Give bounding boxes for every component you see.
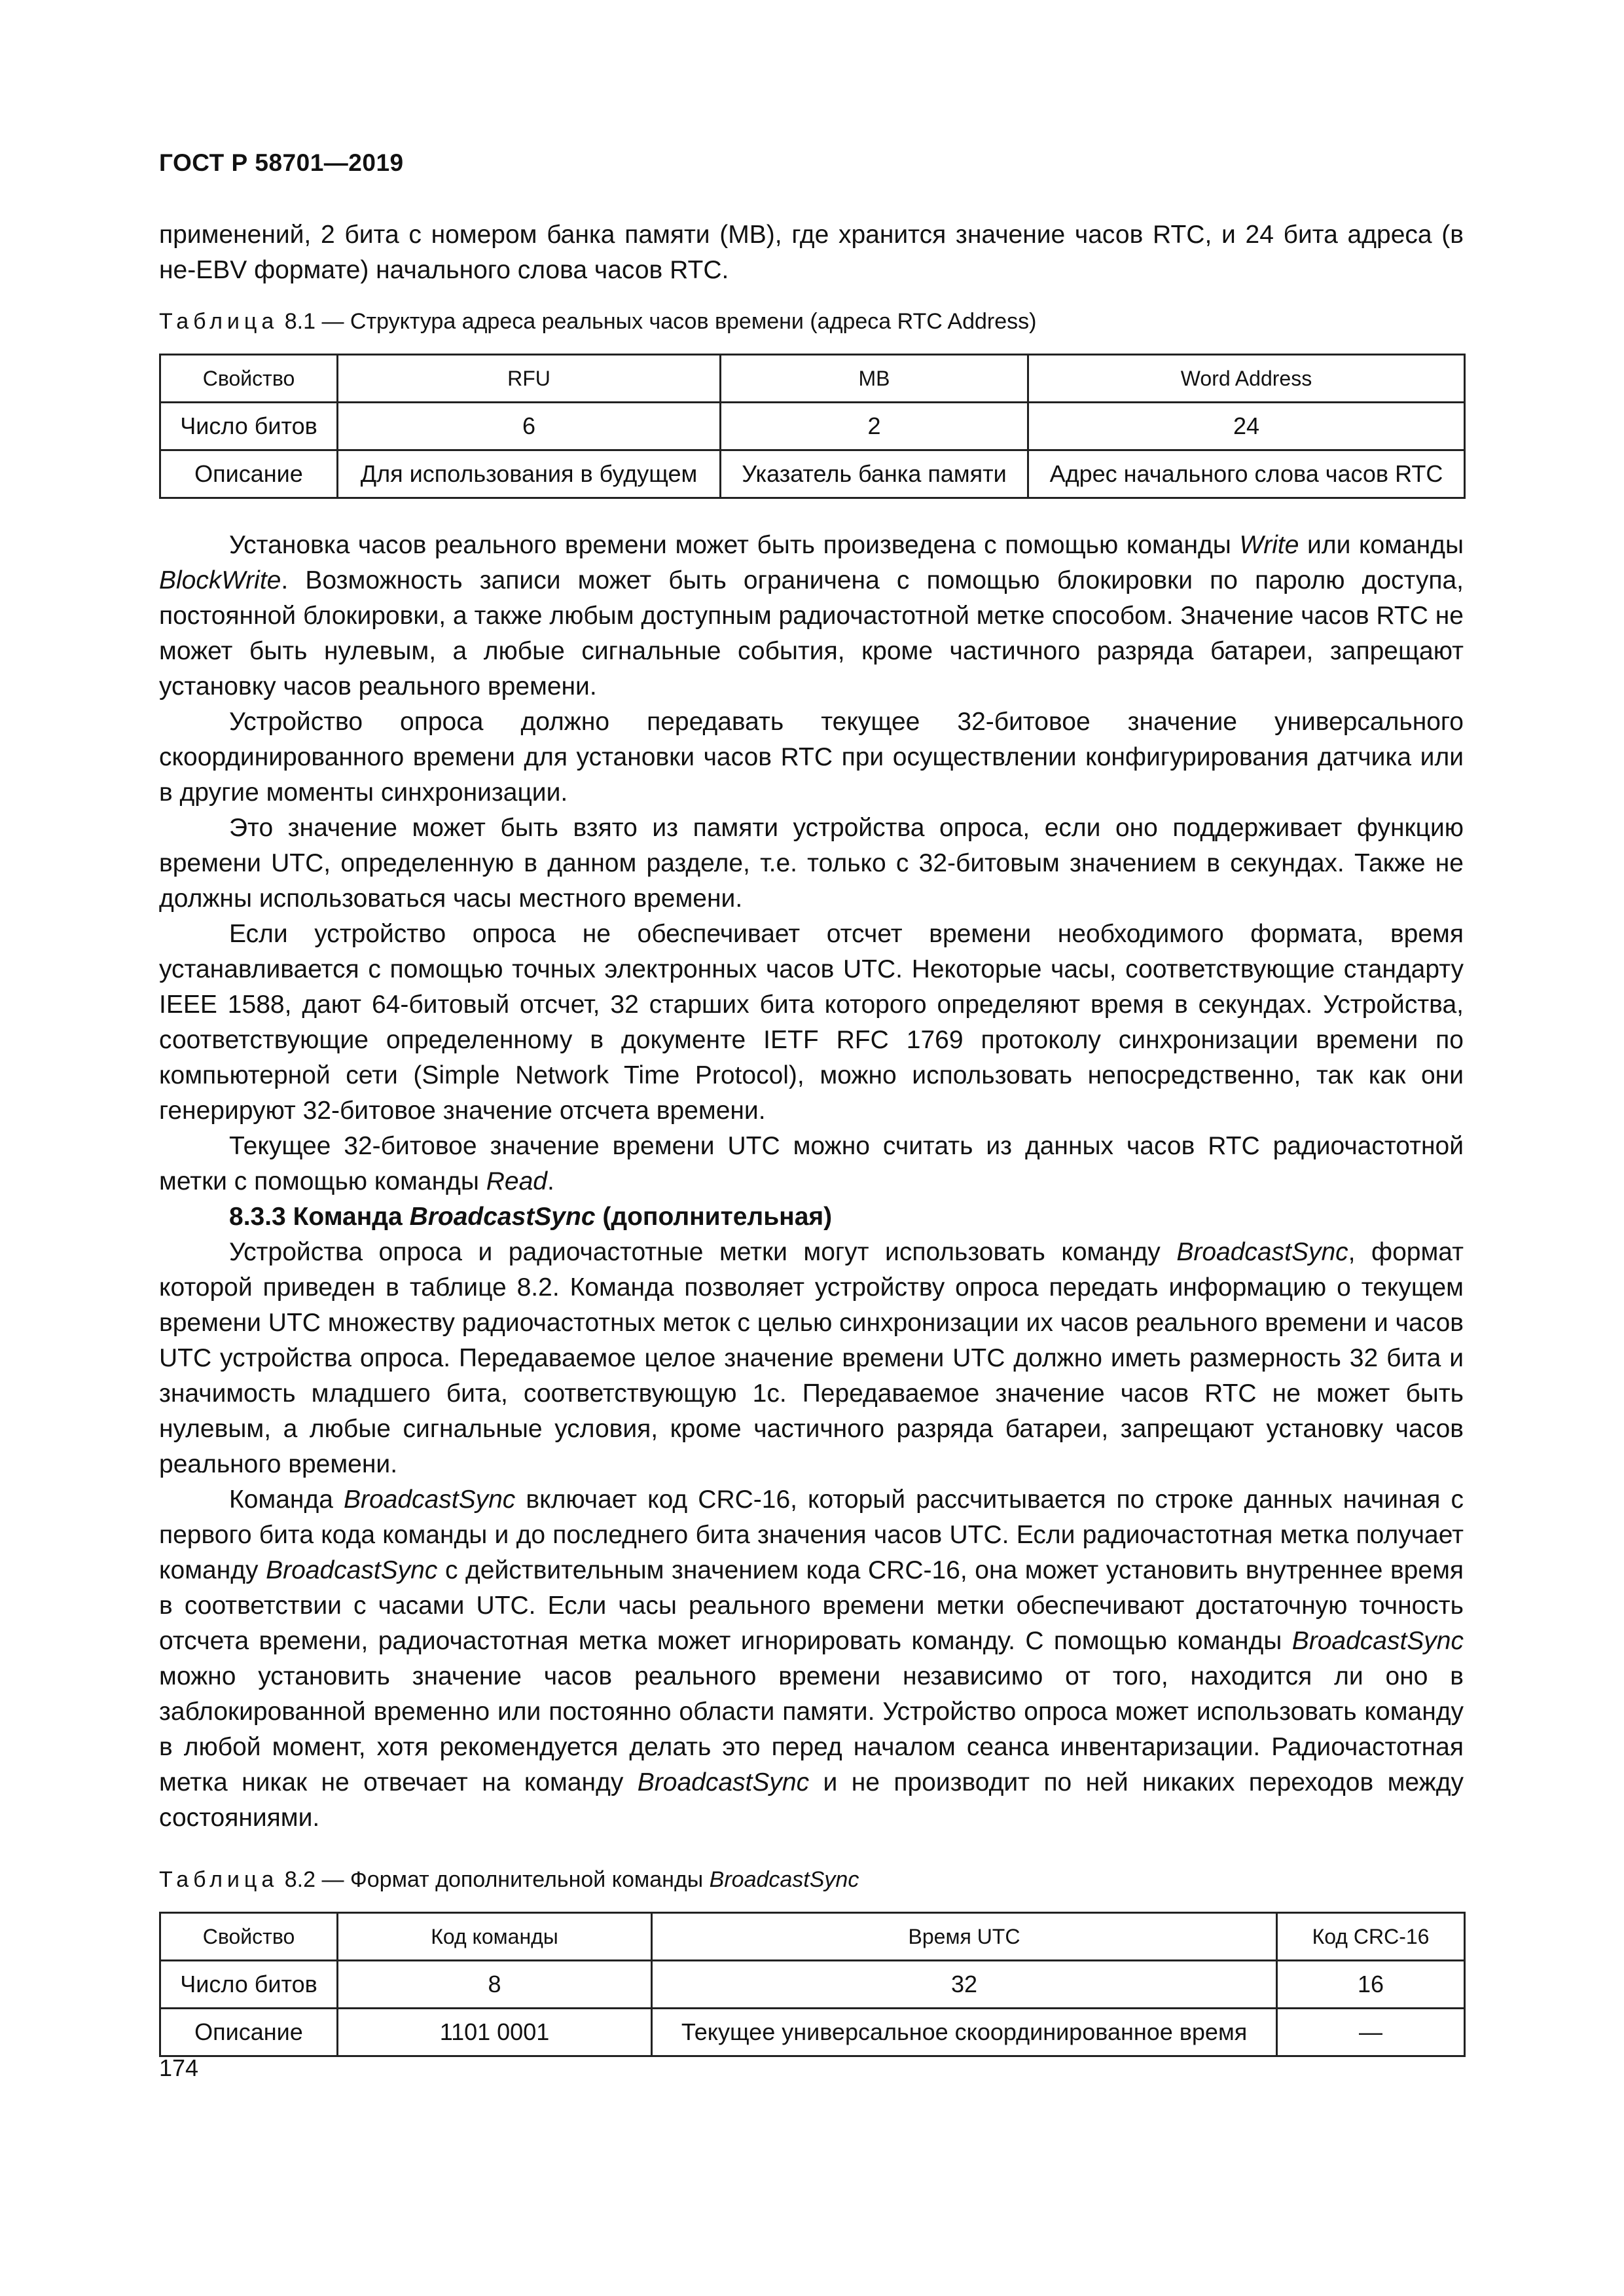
table-cell: Указатель банка памяти [721, 450, 1028, 498]
paragraph: Устройство опроса должно передавать текущее 32-битовое значение универсального скоординированного времени для установки часов RTC при осуществлении конфигурирования датчика или в другие моменты синхронизации. [159, 708, 1464, 807]
table-cell: Текущее универсальное скоординированное время [652, 2009, 1277, 2056]
table-cell: — [1277, 2009, 1465, 2056]
table-cell: 24 [1028, 403, 1465, 450]
table-cell: 1101 0001 [338, 2009, 652, 2056]
table-header-cell: Код CRC-16 [1277, 1913, 1465, 1961]
table2-caption-text: 8.2 — Формат дополнительной команды [284, 1867, 710, 1892]
paragraph: Это значение может быть взято из памяти устройства опроса, если оно поддерживает функцию времени UTC, определенную в данном разделе, т.е. только с 32-битовым значением в секундах. Также не должны использоваться часы местного времени. [159, 814, 1464, 913]
command-name: BroadcastSync [637, 1768, 810, 1796]
paragraph [159, 528, 1464, 704]
table-header-cell: MB [721, 355, 1028, 403]
table-cell: Число битов [160, 403, 338, 450]
text-run: Текущее 32-битовое значение времени UTC можно считать из данных часов RTC радиочастотной метки с помощью команды [159, 1132, 1464, 1195]
table-header-cell: Свойство [160, 355, 338, 403]
table-row [160, 403, 1465, 450]
table-cell: Описание [160, 2009, 338, 2056]
text-run: Устройства опроса и радиочастотные метки могут использовать команду [229, 1238, 1177, 1266]
table-header-row [160, 1913, 1465, 1961]
command-name: BroadcastSync [409, 1203, 596, 1231]
table1-caption [159, 306, 1464, 337]
table-row [160, 450, 1465, 498]
text-run: или команды [1299, 531, 1464, 559]
table-row [160, 2009, 1465, 2056]
command-name: BroadcastSync [343, 1485, 516, 1514]
page-content [159, 217, 1464, 2057]
table2-caption-italic: BroadcastSync [709, 1867, 859, 1892]
table-cell: 32 [652, 1961, 1277, 2009]
body-text [159, 528, 1464, 1836]
table2-caption [159, 1865, 1464, 1895]
table-header-row [160, 355, 1465, 403]
table-cell: Число битов [160, 1961, 338, 2009]
text-run: (дополнительная) [595, 1203, 833, 1231]
command-name: BlockWrite [159, 566, 281, 594]
text-run: можно установить значение часов реального времени независимо от того, находится ли оно в заблокированной временно или постоянно области памяти. Устройство опроса может использовать команду в любой момент, хотя рекомендуется делать это перед началом сеанса инвентаризации. Радиочастотная метка никак не отвечает на команду [159, 1662, 1464, 1796]
table-header-cell: Свойство [160, 1913, 338, 1961]
table-cell: 16 [1277, 1961, 1465, 2009]
paragraph [159, 1482, 1464, 1836]
command-name: BroadcastSync [266, 1556, 438, 1584]
text-run: . [547, 1167, 554, 1195]
paragraph [159, 1235, 1464, 1482]
text-run: Команда [229, 1485, 344, 1514]
table2-caption-prefix: Таблица [159, 1867, 279, 1892]
text-run: , формат которой приведен в таблице 8.2. Команда позволяет устройству опроса передать информацию о текущем времени UTC множеству радиочастотных меток с целью синхронизации их часов реального времени и часов UTC устройства опроса. Передаваемое целое значение времени UTC должно иметь размерность 32 бита и значимость младшего бита, соответствующую 1с. Передаваемое значение часов RTC не может быть нулевым, а любые сигнальные условия, кроме частичного разряда батареи, запрещают установку часов реального времени. [159, 1238, 1464, 1478]
document-header: ГОСТ Р 58701—2019 [159, 149, 404, 176]
table-header-cell: Word Address [1028, 355, 1465, 403]
command-name: BroadcastSync [1291, 1627, 1464, 1655]
table-header-cell: Код команды [338, 1913, 652, 1961]
command-name: BroadcastSync [1176, 1238, 1348, 1266]
rtc-address-table [159, 354, 1466, 499]
table-header-cell: RFU [338, 355, 721, 403]
table-cell: Для использования в будущем [338, 450, 721, 498]
text-run: включает код CRC-16, который рассчитывается по строке данных начиная с первого бита кода команды и до последнего бита значения часов UTC. Если радиочастотная метка получает команду [159, 1485, 1464, 1584]
text-run: с действительным значением кода CRC-16, она может установить внутреннее время в соответствии с часами UTC. Если часы реального времени метки обеспечивают достаточную точность отсчета времени, радиочастотная метка может игнорировать команду. С помощью команды [159, 1556, 1464, 1655]
paragraph [159, 1129, 1464, 1199]
command-name: Read [486, 1167, 547, 1195]
page-number: 174 [159, 2054, 199, 2081]
table-cell: Адрес начального слова часов RTC [1028, 450, 1465, 498]
text-run: . Возможность записи может быть ограничена с помощью блокировки по паролю доступа, постоянной блокировки, а также любым доступным радиочастотной метке способом. Значение часов RTC не может быть нулевым, а любые сигнальные события, кроме частичного разряда батареи, запрещают установку часов реального времени. [159, 566, 1464, 701]
text-run: Установка часов реального времени может быть произведена с помощью команды [229, 531, 1240, 559]
text-run: и не производит по ней никаких переходов между состояниями. [159, 1768, 1464, 1832]
table-row [160, 1961, 1465, 2009]
command-name: Write [1239, 531, 1299, 559]
table-cell: Описание [160, 450, 338, 498]
broadcastsync-format-table [159, 1912, 1466, 2057]
table-cell: 6 [338, 403, 721, 450]
paragraph: Если устройство опроса не обеспечивает отсчет времени необходимого формата, время устанавливается с помощью точных электронных часов UTC. Некоторые часы, соответствующие стандарту IEEE 1588, дают 64-битовый отсчет, 32 старших бита которого определяют время в секундах. Устройства, соответствующие определенному в документе IETF RFC 1769 протоколу синхронизации времени по компьютерной сети (Simple Network Time Protocol), можно использовать непосредственно, так как они генерируют 32-битовое значение отсчета времени. [159, 920, 1464, 1125]
table-cell: 2 [721, 403, 1028, 450]
section-heading [159, 1199, 1464, 1235]
table1-caption-text: 8.1 — Структура адреса реальных часов времени (адреса RTC Address) [284, 309, 1037, 334]
table-header-cell: Время UTC [652, 1913, 1277, 1961]
table1-caption-prefix: Таблица [159, 309, 279, 334]
intro-paragraph: применений, 2 бита с номером банка памяти (MB), где хранится значение часов RTC, и 24 бита адреса (в не-EBV формате) начального слова часов RTC. [159, 221, 1464, 284]
table-cell: 8 [338, 1961, 652, 2009]
text-run: 8.3.3 Команда [229, 1203, 410, 1231]
